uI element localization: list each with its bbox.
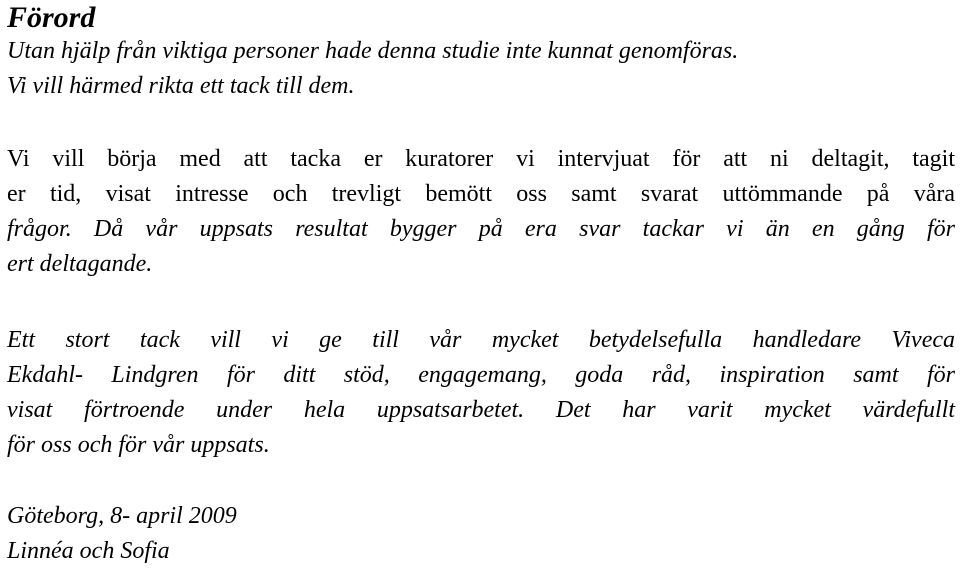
signature-block	[7, 499, 237, 569]
paragraph-line: er tid, visat intresse och trevligt bemött oss samt svarat uttömmande på våra	[7, 181, 955, 207]
paragraph-line: frågor. Då vår uppsats resultat bygger på era svar tackar vi än en gång för	[7, 216, 955, 242]
intro-paragraph	[7, 34, 738, 104]
paragraph-line: Ett stort tack vill vi ge till vår mycket betydelsefulla handledare Viveca	[7, 327, 955, 353]
paragraph-line: Vi vill börja med att tacka er kuratorer vi intervjuat för att ni deltagit, tagit	[7, 146, 955, 172]
paragraph-thanks-counselors	[7, 142, 955, 282]
intro-line: Utan hjälp från viktiga personer hade denna studie inte kunnat genomföras.	[7, 38, 739, 64]
signature-authors: Linnéa och Sofia	[7, 538, 170, 564]
paragraph-thanks-supervisor	[7, 323, 955, 463]
paragraph-line: Ekdahl- Lindgren för ditt stöd, engagemang, goda råd, inspiration samt för	[7, 362, 955, 388]
document-page	[7, 0, 955, 564]
intro-line: Vi vill härmed rikta ett tack till dem.	[7, 73, 355, 99]
page-title: Förord	[7, 1, 96, 34]
signature-place-date: Göteborg, 8- april 2009	[7, 503, 237, 529]
paragraph-line: visat förtroende under hela uppsatsarbetet. Det har varit mycket värdefullt	[7, 397, 955, 423]
intro-block	[7, 34, 738, 104]
paragraph-line: för oss och för vår uppsats.	[7, 432, 270, 458]
paragraph-line: ert deltagande.	[7, 251, 153, 277]
